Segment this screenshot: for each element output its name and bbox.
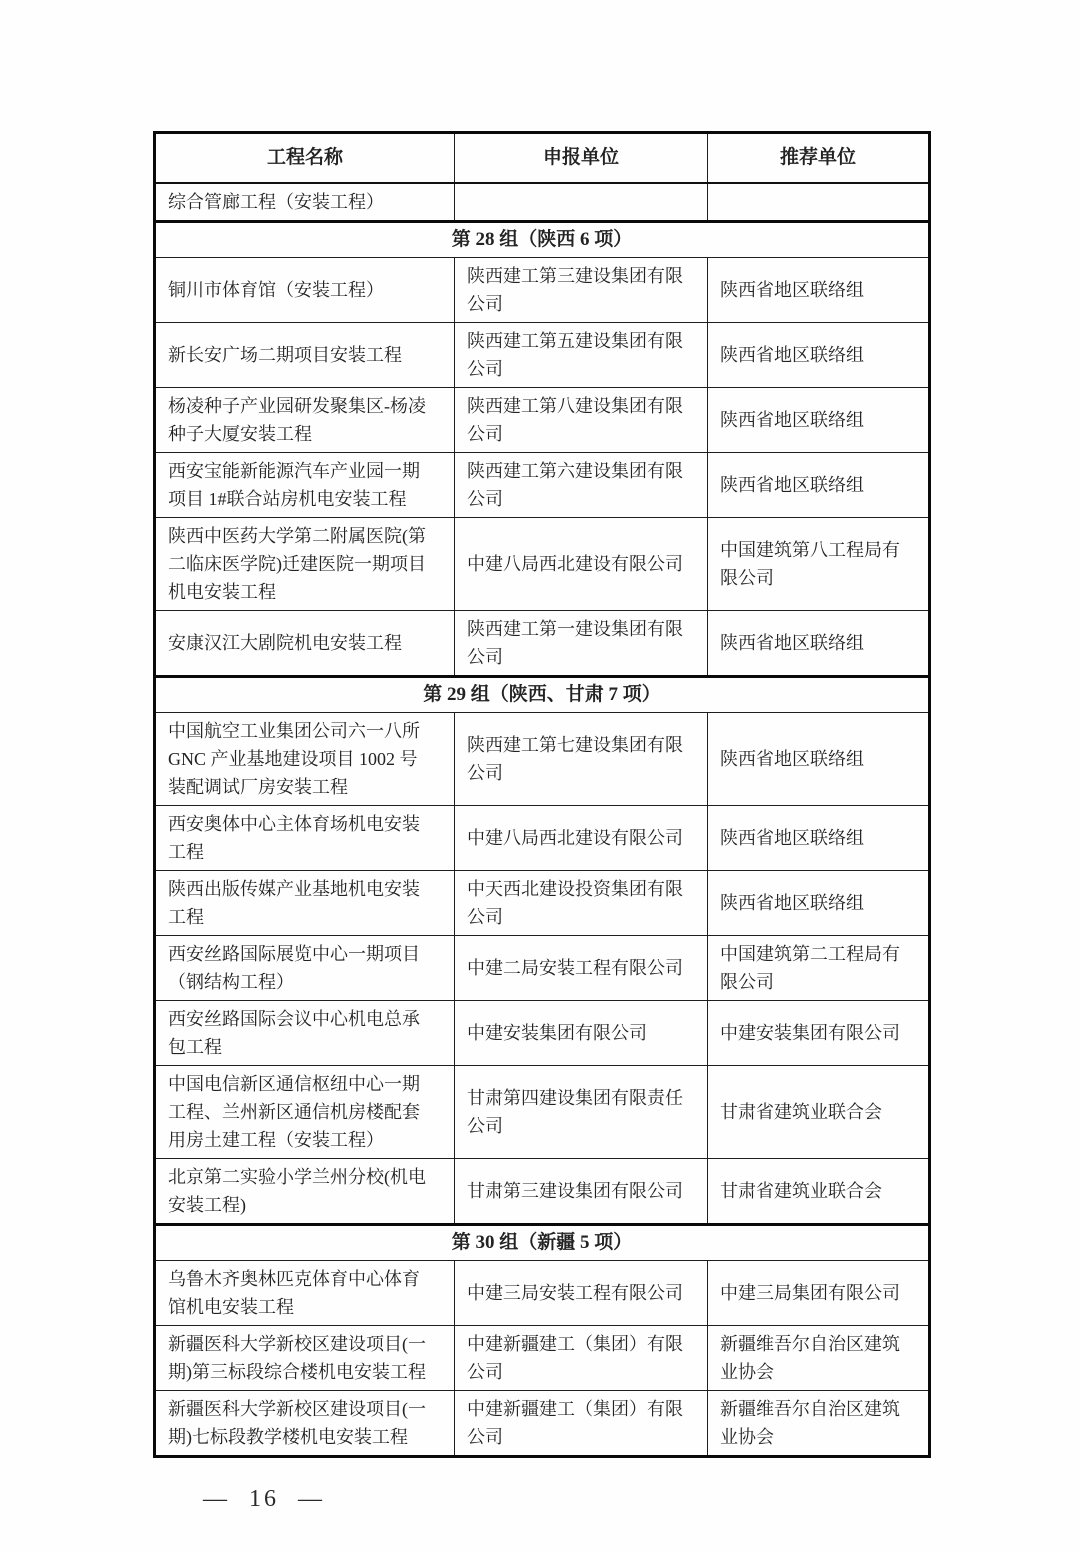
group-header-label: 第 30 组（新疆 5 项） [155,1225,930,1261]
applicant-unit-cell: 陕西建工第三建设集团有限公司 [455,258,708,323]
table-row [155,518,930,611]
group-header-row [155,222,930,258]
group-header-row [155,677,930,713]
project-name-cell: 西安奥体中心主体育场机电安装工程 [155,806,455,871]
recommending-unit-cell: 中国建筑第八工程局有限公司 [708,518,930,611]
table-row [155,453,930,518]
project-name-cell: 陕西出版传媒产业基地机电安装工程 [155,871,455,936]
project-name-cell: 新疆医科大学新校区建设项目(一期)第三标段综合楼机电安装工程 [155,1326,455,1391]
table-row [155,258,930,323]
table-header-row [155,133,930,184]
table-row [155,1326,930,1391]
group-header-label: 第 28 组（陕西 6 项） [155,222,930,258]
table-row [155,1391,930,1457]
project-name-cell: 西安丝路国际会议中心机电总承包工程 [155,1001,455,1066]
column-header-applicant-unit: 申报单位 [455,133,708,184]
table-row [155,1066,930,1159]
project-name-cell: 西安丝路国际展览中心一期项目（钢结构工程） [155,936,455,1001]
recommending-unit-cell: 陕西省地区联络组 [708,323,930,388]
recommending-unit-cell: 中建安装集团有限公司 [708,1001,930,1066]
applicant-unit-cell: 中建安装集团有限公司 [455,1001,708,1066]
project-name-cell: 乌鲁木齐奥林匹克体育中心体育馆机电安装工程 [155,1261,455,1326]
applicant-unit-cell [455,183,708,222]
project-name-cell: 杨凌种子产业园研发聚集区-杨凌种子大厦安装工程 [155,388,455,453]
project-name-cell: 西安宝能新能源汽车产业园一期项目 1#联合站房机电安装工程 [155,453,455,518]
applicant-unit-cell: 中建八局西北建设有限公司 [455,806,708,871]
project-name-cell: 北京第二实验小学兰州分校(机电安装工程) [155,1159,455,1225]
applicant-unit-cell: 陕西建工第七建设集团有限公司 [455,713,708,806]
table-row [155,871,930,936]
recommending-unit-cell: 新疆维吾尔自治区建筑业协会 [708,1326,930,1391]
table-row [155,806,930,871]
applicant-unit-cell: 陕西建工第六建设集团有限公司 [455,453,708,518]
project-name-cell: 新长安广场二期项目安装工程 [155,323,455,388]
project-name-cell: 陕西中医药大学第二附属医院(第二临床医学院)迁建医院一期项目机电安装工程 [155,518,455,611]
table-row [155,1159,930,1225]
applicant-unit-cell: 中建二局安装工程有限公司 [455,936,708,1001]
applicant-unit-cell: 陕西建工第八建设集团有限公司 [455,388,708,453]
project-name-cell: 中国航空工业集团公司六一八所 GNC 产业基地建设项目 1002 号装配调试厂房安装工程 [155,713,455,806]
recommending-unit-cell: 陕西省地区联络组 [708,871,930,936]
recommending-unit-cell: 陕西省地区联络组 [708,611,930,677]
applicant-unit-cell: 中天西北建设投资集团有限公司 [455,871,708,936]
project-name-cell: 新疆医科大学新校区建设项目(一期)七标段教学楼机电安装工程 [155,1391,455,1457]
project-name-cell: 铜川市体育馆（安装工程） [155,258,455,323]
applicant-unit-cell: 陕西建工第一建设集团有限公司 [455,611,708,677]
table-row [155,183,930,222]
table-row [155,936,930,1001]
recommending-unit-cell: 陕西省地区联络组 [708,453,930,518]
applicant-unit-cell: 甘肃第四建设集团有限责任公司 [455,1066,708,1159]
recommending-unit-cell: 甘肃省建筑业联合会 [708,1066,930,1159]
column-header-recommending-unit: 推荐单位 [708,133,930,184]
recommending-unit-cell [708,183,930,222]
recommending-unit-cell: 新疆维吾尔自治区建筑业协会 [708,1391,930,1457]
project-name-cell: 综合管廊工程（安装工程） [155,183,455,222]
recommending-unit-cell: 陕西省地区联络组 [708,388,930,453]
recommending-unit-cell: 中建三局集团有限公司 [708,1261,930,1326]
project-name-cell: 中国电信新区通信枢纽中心一期工程、兰州新区通信机房楼配套用房土建工程（安装工程） [155,1066,455,1159]
recommending-unit-cell: 中国建筑第二工程局有限公司 [708,936,930,1001]
recommending-unit-cell: 陕西省地区联络组 [708,258,930,323]
table-row [155,388,930,453]
applicant-unit-cell: 甘肃第三建设集团有限公司 [455,1159,708,1225]
table-row [155,611,930,677]
applicant-unit-cell: 中建新疆建工（集团）有限公司 [455,1326,708,1391]
table-row [155,1261,930,1326]
table-row [155,1001,930,1066]
recommending-unit-cell: 甘肃省建筑业联合会 [708,1159,930,1225]
recommending-unit-cell: 陕西省地区联络组 [708,806,930,871]
table-row [155,323,930,388]
column-header-project-name: 工程名称 [155,133,455,184]
group-header-row [155,1225,930,1261]
recommending-unit-cell: 陕西省地区联络组 [708,713,930,806]
group-header-label: 第 29 组（陕西、甘肃 7 项） [155,677,930,713]
table-row [155,713,930,806]
applicant-unit-cell: 陕西建工第五建设集团有限公司 [455,323,708,388]
page-number: — 16 — [203,1486,325,1512]
applicant-unit-cell: 中建八局西北建设有限公司 [455,518,708,611]
projects-table [153,131,931,1458]
project-name-cell: 安康汉江大剧院机电安装工程 [155,611,455,677]
applicant-unit-cell: 中建新疆建工（集团）有限公司 [455,1391,708,1457]
table-body [155,183,930,1457]
applicant-unit-cell: 中建三局安装工程有限公司 [455,1261,708,1326]
